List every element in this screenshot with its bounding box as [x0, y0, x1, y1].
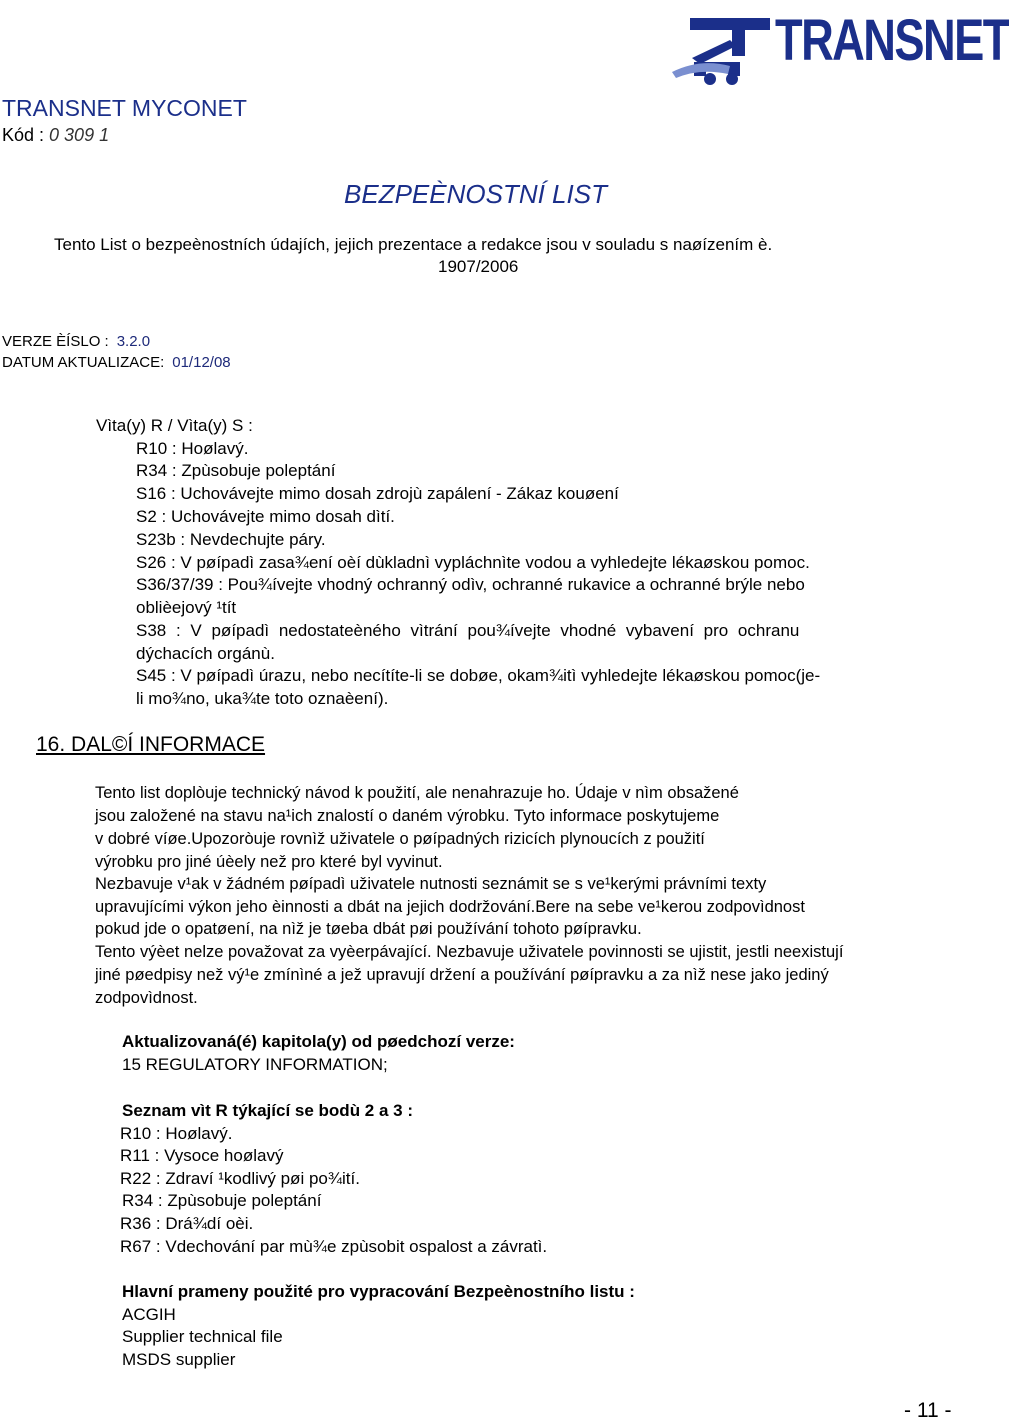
rs-phrase: S45 : V pøípadì úrazu, nebo necítíte-li se dobøe, okam¾itì vyhledejte lékaøskou pomoc(je-: [136, 666, 821, 685]
info-line: zodpovìdnost.: [95, 989, 198, 1007]
rs-phrase-cont: oblièejový ¹tít: [136, 598, 237, 617]
logo-wordmark: TRANSNET: [775, 8, 1009, 73]
sources-heading: Hlavní prameny použité pro vypracování Bezpeènostního listu :: [122, 1282, 635, 1301]
r-list-item: R34 : Zpùsobuje poleptání: [122, 1191, 322, 1210]
version-value: 3.2.0: [116, 333, 151, 350]
info-line: Nezbavuje v¹ak v žádném pøípadì uživatele nutnosti seznámit se s ve¹kerými právními texty: [95, 875, 767, 893]
rs-phrase-cont: dýchacích orgánù.: [136, 644, 275, 663]
source-item: ACGIH: [122, 1305, 176, 1324]
rs-phrase: S23b : Nevdechujte páry.: [136, 530, 326, 549]
info-line: v dobré víøe.Upozoròuje rovnìž uživatele o pøípadných rizicích plynoucích z použití: [95, 830, 705, 848]
rs-phrase: S36/37/39 : Pou¾ívejte vhodný ochranný odìv, ochranné rukavice a ochranné brýle nebo: [136, 575, 805, 594]
info-line: výrobku pro jiné úèely než pro které byl vyvinut.: [95, 853, 443, 871]
source-item: MSDS supplier: [122, 1350, 236, 1369]
updated-chapters-value: 15 REGULATORY INFORMATION;: [122, 1055, 388, 1074]
truck-logo-icon: [670, 0, 790, 90]
info-line: Tento list doplòuje technický návod k použití, ale nenahrazuje ho. Údaje v nìm obsažené: [95, 784, 739, 802]
date-row: [2, 353, 231, 371]
section-heading-16: 16. DAL©Í INFORMACE: [36, 733, 266, 756]
info-line: jiné pøedpisy než vý¹e zmínìné a jež upravují držení a používání pøípravku a za nìž nese jako jediný: [95, 966, 829, 984]
date-value: 01/12/08: [172, 354, 231, 371]
r-list-item: R67 : Vdechování par mù¾e zpùsobit ospalost a závratì.: [120, 1237, 548, 1256]
version-row: [2, 332, 150, 352]
rs-phrase: S38 : V pøípadì nedostateèného vìtrání pou¾ívejte vhodné vybavení pro ochranu: [136, 621, 800, 640]
date-label: DATUM AKTUALIZACE:: [2, 354, 165, 371]
info-line: upravujícími výkon jeho èinnosti a dbát na jejich dodržování.Bere na sebe ve¹kerou zodpovìdnost: [95, 898, 805, 916]
r-list-item: R36 : Drá¾dí oèi.: [120, 1214, 254, 1233]
rs-phrase: R10 : Hoølavý.: [136, 439, 249, 458]
rs-heading: Vìta(y) R / Vìta(y) S :: [96, 416, 253, 435]
info-line: Tento výèet nelze považovat za vyèerpávající. Nezbavuje uživatele povinnosti se ujistit, jestli neexistují: [95, 943, 844, 961]
version-label: VERZE ÈÍSLO :: [2, 333, 109, 350]
r-list-item: R22 : Zdraví ¹kodlivý pøi po¾ití.: [120, 1169, 360, 1188]
info-line: jsou založené na stavu na¹ich znalostí o daném výrobku. Tyto informace poskytujeme: [95, 807, 720, 825]
rs-phrase: R34 : Zpùsobuje poleptání: [136, 461, 336, 480]
r-list-heading: Seznam vìt R týkající se bodù 2 a 3 :: [122, 1101, 413, 1120]
rs-phrase-cont: li mo¾no, uka¾te toto oznaèení).: [136, 689, 389, 708]
rs-phrase: S26 : V pøípadì zasa¾ení oèí dùkladnì vypláchnìte vodou a vyhledejte lékaøskou pomoc.: [136, 553, 810, 572]
intro-line-1: Tento List o bezpeènostních údajích, jejich prezentace a redakce jsou v souladu s naøízením è.: [54, 235, 773, 254]
document-title: BEZPEÈNOSTNÍ LIST: [344, 179, 607, 209]
company-name: TRANSNET MYCONET: [2, 95, 247, 121]
code-value: 0 309 1: [49, 125, 110, 145]
product-code: [2, 124, 109, 146]
page-number: - 11 -: [904, 1399, 952, 1422]
r-list-item: R11 : Vysoce hoølavý: [120, 1146, 284, 1165]
intro-line-2: 1907/2006: [438, 257, 519, 276]
source-item: Supplier technical file: [122, 1327, 283, 1346]
r-list-item: R10 : Hoølavý.: [120, 1124, 233, 1143]
code-label: Kód :: [2, 125, 50, 145]
info-line: pokud jde o opatøení, na nìž je tøeba dbát pøi používání tohoto pøípravku.: [95, 920, 642, 938]
updated-chapters-heading: Aktualizovaná(é) kapitola(y) od pøedchozí verze:: [122, 1032, 515, 1051]
rs-phrase: S16 : Uchovávejte mimo dosah zdrojù zapálení - Zákaz kouøení: [136, 484, 619, 503]
rs-phrase: S2 : Uchovávejte mimo dosah dìtí.: [136, 507, 395, 526]
transnet-logo: [670, 0, 1009, 90]
